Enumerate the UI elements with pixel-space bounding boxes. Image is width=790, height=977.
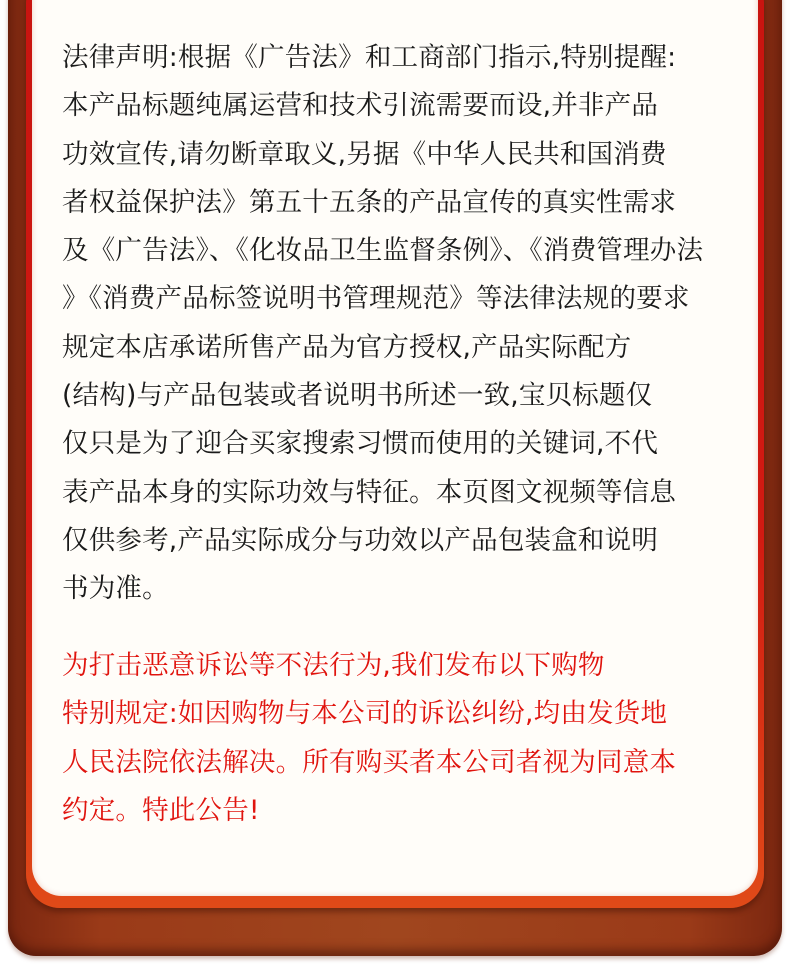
legal-statement-text: 法律声明:根据《广告法》和工商部门指示,特别提醒: 本产品标题纯属运营和技术引流需要而设,并非产品 功效宣传,请勿断章取义,另据《中华人民共和国消费 者权益保护法》第五十五条的产品宣传的真实性需求 及《广告法》、《化妆品卫生监督条例》、《消费管理办法 》《消费产品标签说明书管理规范》等法律法规的要求 规定本店承诺所售产品为官方授权,产品实际配方 (结构)与产品包装或者说明书所述一致,宝贝标题仅 仅只是为了迎合买家搜索习惯而使用的关键词,不代 表产品本身的实际功效与特征。本页图文视频等信息 仅供参考,产品实际成分与功效以产品包装盒和说明 书为准。: [62, 42, 704, 605]
purchase-notice-text: 为打击恶意诉讼等不法行为,我们发布以下购物 特别规定:如因购物与本公司的诉讼纠纷,均由发货地 人民法院依法解决。所有购买者本公司者视为同意本 约定。特此公告!: [62, 650, 677, 826]
